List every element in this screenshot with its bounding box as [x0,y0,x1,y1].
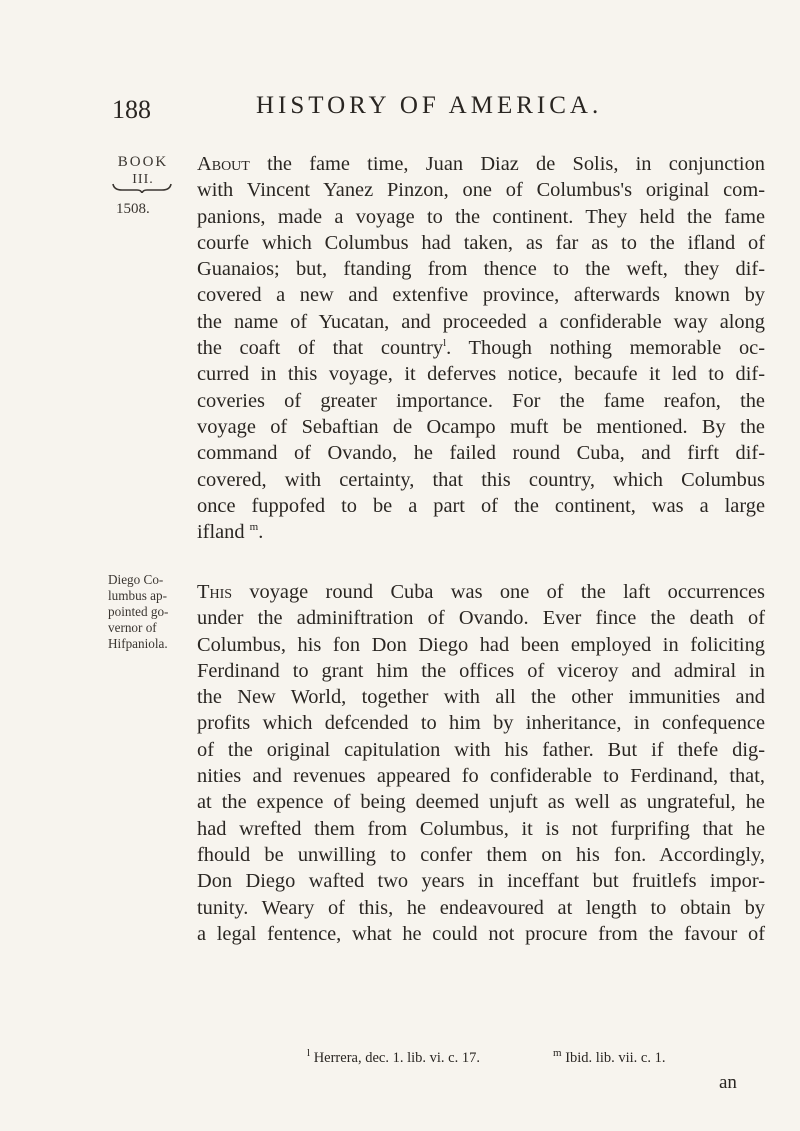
footnote-1 [307,1047,480,1067]
opening-word: About [197,153,250,175]
text-line: under the adminiftration of Ovando. Ever fince the death of [197,607,765,630]
footnote-text: Herrera, dec. 1. lib. vi. c. 17. [310,1050,480,1066]
text-line: covered a new and extenfive province, afterwards known by [197,284,765,307]
text-line: the New World, together with all the other immunities and [197,686,765,709]
text-line: command of Ovando, he failed round Cuba, and firft dif- [197,442,765,465]
page-number: 188 [112,95,151,124]
text-line: the name of Yucatan, and proceeded a confiderable way along [197,310,765,333]
text-line: profits which defcended to him by inheritance, in confequence [197,712,765,735]
text-line: Ferdinand to grant him the offices of viceroy and admiral in [197,659,765,682]
line-text: . [258,521,264,544]
sidenote-line: Hifpaniola. [108,636,168,651]
footnote-2 [553,1047,666,1067]
text-line: panions, made a voyage to the continent. They held the fame [197,205,765,228]
text-line: once fuppofed to be a part of the continent, was a large [197,494,765,517]
line-text: . Though nothing memorable oc- [446,337,765,360]
footnote-mark: l [307,1047,311,1060]
book-number: III. [132,172,154,187]
text-line: coveries of greater importance. For the fame reafon, the [197,389,765,412]
brace-icon [112,183,172,193]
text-line: had wrefted them from Columbus, it is not furprifing that he [197,817,765,840]
text-line [197,519,765,545]
footnote-ref: m [249,521,259,534]
line-text: ifland [197,521,245,544]
text-line: of the original capitulation with his father. But if thefe dig- [197,738,765,761]
text-line: tunity. Weary of this, he endeavoured at length to obtain by [197,896,765,919]
catchword: an [719,1072,737,1093]
sidenote-line: Diego Co- [108,572,164,587]
text-line: voyage of Sebaftian de Ocampo muft be mentioned. By the [197,415,765,438]
text-line: fhould be unwilling to confer them on his fon. Accordingly, [197,843,765,866]
line-text: voyage round Cuba was one of the laft occurrences [232,581,765,603]
book-word: BOOK [117,154,169,170]
text-line: covered, with certainty, that this country, which Columbus [197,468,765,491]
text-line: curred in this voyage, it deferves notice, becaufe it led to dif- [197,363,765,386]
text-line: nities and revenues appeared fo confiderable to Ferdinand, that, [197,765,765,788]
text-line: a legal fentence, what he could not procure from the favour of [197,922,765,945]
sidenote [108,572,186,652]
margin-year: 1508. [116,201,150,217]
line-text: the fame time, Juan Diaz de Solis, in conjunction [249,153,765,175]
text-line: Guanaios; but, ftanding from thence to the weft, they dif- [197,258,765,281]
text-line: courfe which Columbus had taken, as far as to the ifland of [197,231,765,254]
text-line [197,151,765,177]
footnote-mark: m [553,1047,562,1060]
footnote-ref: l [443,337,447,350]
text-line: Don Diego wafted two years in inceffant but fruitlefs impor- [197,870,765,893]
text-line [197,335,765,361]
running-head: HISTORY OF AMERICA. [256,92,603,119]
text-line: at the expence of being deemed unjuft as well as ungrateful, he [197,791,765,814]
sidenote-line: pointed go- [108,604,169,619]
text-line [197,579,765,605]
text-line: with Vincent Yanez Pinzon, one of Columbus's original com- [197,179,765,202]
opening-word: This [197,581,233,603]
sidenote-line: lumbus ap- [108,588,167,603]
footnote-text: Ibid. lib. vii. c. 1. [561,1050,666,1066]
paragraph-1 [197,151,765,545]
paragraph-2 [197,579,765,947]
line-text: the coaft of that country [197,337,444,360]
sidenote-line: vernor of [108,620,157,635]
text-line: Columbus, his fon Don Diego had been employed in foliciting [197,633,765,656]
